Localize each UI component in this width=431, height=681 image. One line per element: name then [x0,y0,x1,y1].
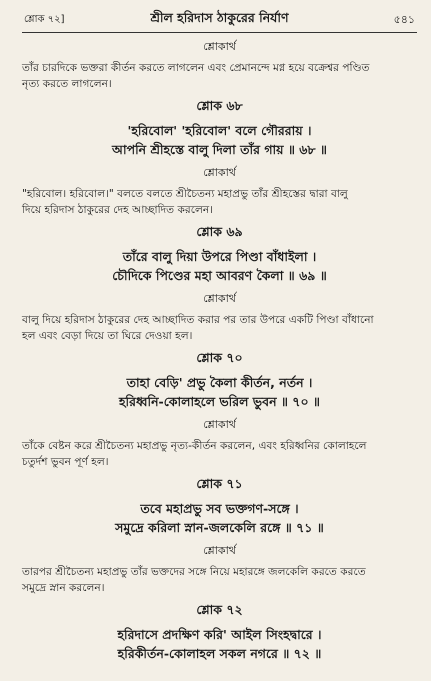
translation-label: শ্লোকার্থ [203,418,236,431]
verse-block [22,224,417,285]
verse-line: হরিকীর্তন-কোলাহল সকল নগরে ॥ ৭২ ॥ [117,646,322,661]
verse-number: শ্লোক ৬৯ [196,224,243,239]
translation-line: তাঁর চারদিকে ভক্তরা কীর্তন করতে লাগলেন এবং প্রেমানন্দে মগ্ন হয়ে বক্রেশ্বর পণ্ডিত [22,62,370,74]
translation-block [22,416,417,470]
verse-text [22,373,417,411]
verse-line: হরিধ্বনি-কোলাহলে ভরিল ভুবন ॥ ৭০ ॥ [118,394,320,409]
verse-line: চৌদিকে পিণ্ডের মহা আবরণ কৈলা ॥ ৬৯ ॥ [112,268,327,283]
translation-line: নৃত্য করতে লাগলেন। [22,78,112,90]
translation-line: তাঁকে বেষ্টন করে শ্রীচৈতন্য মহাপ্রভু নৃত্য-কীর্তন করলেন, এবং হরিধ্বনির কোলাহলে [22,440,367,452]
running-header [22,6,417,33]
verse-line: হরিদাসে প্রদক্ষিণ করি' আইল সিংহদ্বারে । [117,627,322,642]
verse-line: আপনি শ্রীহস্তে বালু দিলা তাঁর গায় ॥ ৬৮ ॥ [112,142,327,157]
verse-number: শ্লোক ৭২ [196,602,243,617]
translation-line: হল এবং বেড়া দিয়ে তা ঘিরে দেওয়া হল। [22,330,193,342]
translation-line: চতুর্দশ ভুবন পূর্ণ হল। [22,456,109,468]
header-verse-ref: শ্লোক ৭২] [24,14,65,25]
verse-block [22,602,417,663]
translation-line: "হরিবোল। হরিবোল।" বলতে বলতে শ্রীচৈতন্য মহাপ্রভু তাঁর শ্রীহস্তের দ্বারা বালু [22,188,348,200]
translation-label: শ্লোকার্থ [203,40,236,53]
page-number: ৫৪১ [393,13,415,26]
translation-line: দিয়ে হরিদাস ঠাকুরের দেহ আচ্ছাদিত করলেন। [22,204,213,216]
translation-line: তারপর শ্রীচৈতন্য মহাপ্রভু তাঁর ভক্তদের সঙ্গে নিয়ে মহারঙ্গে জলকেলি করতে করতে [22,566,366,578]
verse-text [22,625,417,663]
page-content [22,38,417,663]
verse-text [22,499,417,537]
translation-block [22,38,417,92]
translation-line: বালু দিয়ে হরিদাস ঠাকুরের দেহ আচ্ছাদিত করার পর তার উপরে একটি পিণ্ডা বাঁধানো [22,314,374,326]
verse-block [22,476,417,537]
translation-block [22,290,417,344]
translation-label: শ্লোকার্থ [203,166,236,179]
verse-line: 'হরিবোল' 'হরিবোল' বলে গৌররায় । [127,123,312,138]
verse-line: সমুদ্রে করিলা স্নান-জলকেলি রঙ্গে ॥ ৭১ ॥ [115,520,324,535]
chapter-title: শ্রীল হরিদাস ঠাকুরের নির্যাণ [150,10,289,25]
translation-text [22,438,417,470]
translation-block [22,542,417,596]
translation-text [22,312,417,344]
translation-line: সমুদ্রে স্নান করলেন। [22,582,105,594]
translation-text [22,186,417,218]
verse-line: তবে মহাপ্রভু সব ভক্তগণ-সঙ্গে । [140,501,299,516]
verse-line: তাহা বেড়ি' প্রভু কৈলা কীর্তন, নর্তন । [126,375,313,390]
verse-number: শ্লোক ৭১ [196,476,243,491]
verse-number: শ্লোক ৭০ [196,350,243,365]
verse-block [22,98,417,159]
verse-number: শ্লোক ৬৮ [196,98,243,113]
translation-label: শ্লোকার্থ [203,292,236,305]
verse-text [22,247,417,285]
verse-line: তাঁরে বালু দিয়া উপরে পিণ্ডা বাঁধাইলা । [122,249,317,264]
translation-text [22,60,417,92]
translation-label: শ্লোকার্থ [203,544,236,557]
verse-block [22,350,417,411]
verse-text [22,121,417,159]
translation-block [22,164,417,218]
translation-text [22,564,417,596]
